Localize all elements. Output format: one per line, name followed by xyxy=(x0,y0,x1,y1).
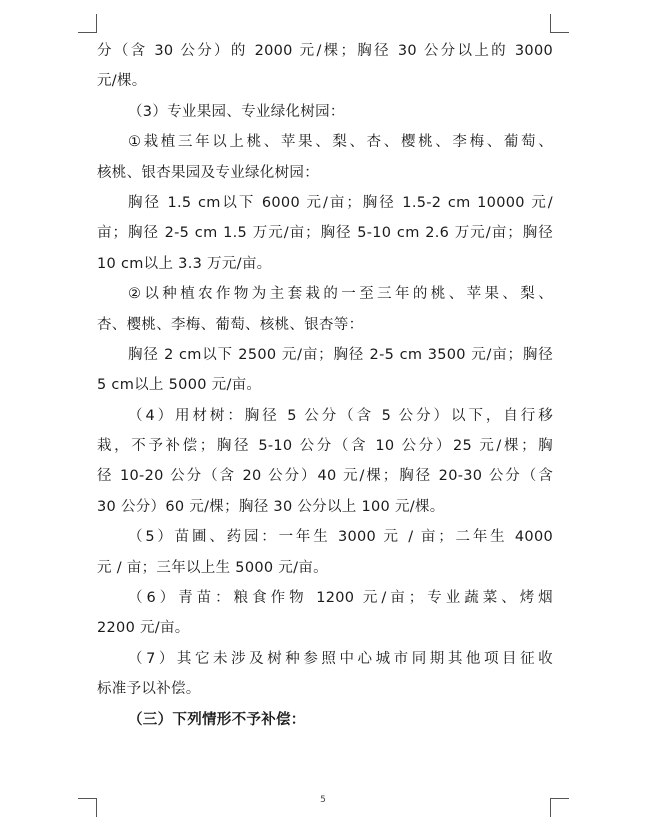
text-line: ①栽植三年以上桃、苹果、梨、杏、樱桃、李梅、葡萄、 xyxy=(128,134,553,151)
text-line: 元/棵。 xyxy=(97,73,147,90)
section-heading: （三）下列情形不予补偿： xyxy=(128,711,306,728)
text-line: 2200 元/亩。 xyxy=(97,620,190,637)
crop-mark-top-left xyxy=(78,14,97,33)
section-heading: （3）专业果园、专业绿化树园： xyxy=(128,103,345,120)
text-line: ②以种植农作物为主套栽的一至三年的桃、苹果、梨、 xyxy=(128,286,553,303)
text-line: 标准予以补偿。 xyxy=(97,681,201,698)
text-line: 分（含 30 公分）的 2000 元/棵；胸径 30 公分以上的 3000 xyxy=(97,43,553,59)
text-line: （5）苗圃、药园：一年生 3000 元 / 亩；二年生 4000 xyxy=(128,529,553,546)
page-number: 5 xyxy=(320,795,326,805)
text-line: 核桃、银杏果园及专业绿化树园： xyxy=(97,164,319,181)
text-line: 亩；胸径 2-5 cm 1.5 万元/亩；胸径 5-10 cm 2.6 万元/亩；胸径 xyxy=(97,225,553,242)
text-line: 5 cm以上 5000 元/亩。 xyxy=(97,377,262,394)
text-line: 栽，不予补偿；胸径 5-10 公分（含 10 公分）25 元/棵；胸 xyxy=(97,438,553,455)
text-line: 杏、樱桃、李梅、葡萄、核桃、银杏等： xyxy=(97,316,364,333)
text-line: （6）青苗：粮食作物 1200 元/亩；专业蔬菜、烤烟 xyxy=(128,590,553,607)
text-line: 10 cm以上 3.3 万元/亩。 xyxy=(97,255,272,272)
text-line: 胸径 2 cm以下 2500 元/亩；胸径 2-5 cm 3500 元/亩；胸径 xyxy=(128,346,553,363)
document-body xyxy=(97,36,553,735)
text-line: （7）其它未涉及树种参照中心城市同期其他项目征收 xyxy=(128,650,553,667)
text-line: 径 10-20 公分（含 20 公分）40 元/棵；胸径 20-30 公分（含 xyxy=(97,468,553,485)
text-line: 元 / 亩；三年以上生 5000 元/亩。 xyxy=(97,559,328,576)
text-line: （4）用材树：胸径 5 公分（含 5 公分）以下，自行移 xyxy=(128,407,553,424)
crop-mark-top-right xyxy=(550,14,569,33)
text-line: 30 公分）60 元/棵；胸径 30 公分以上 100 元/棵。 xyxy=(97,498,445,515)
text-line: 胸径 1.5 cm以下 6000 元/亩；胸径 1.5-2 cm 10000 元/ xyxy=(128,194,553,211)
